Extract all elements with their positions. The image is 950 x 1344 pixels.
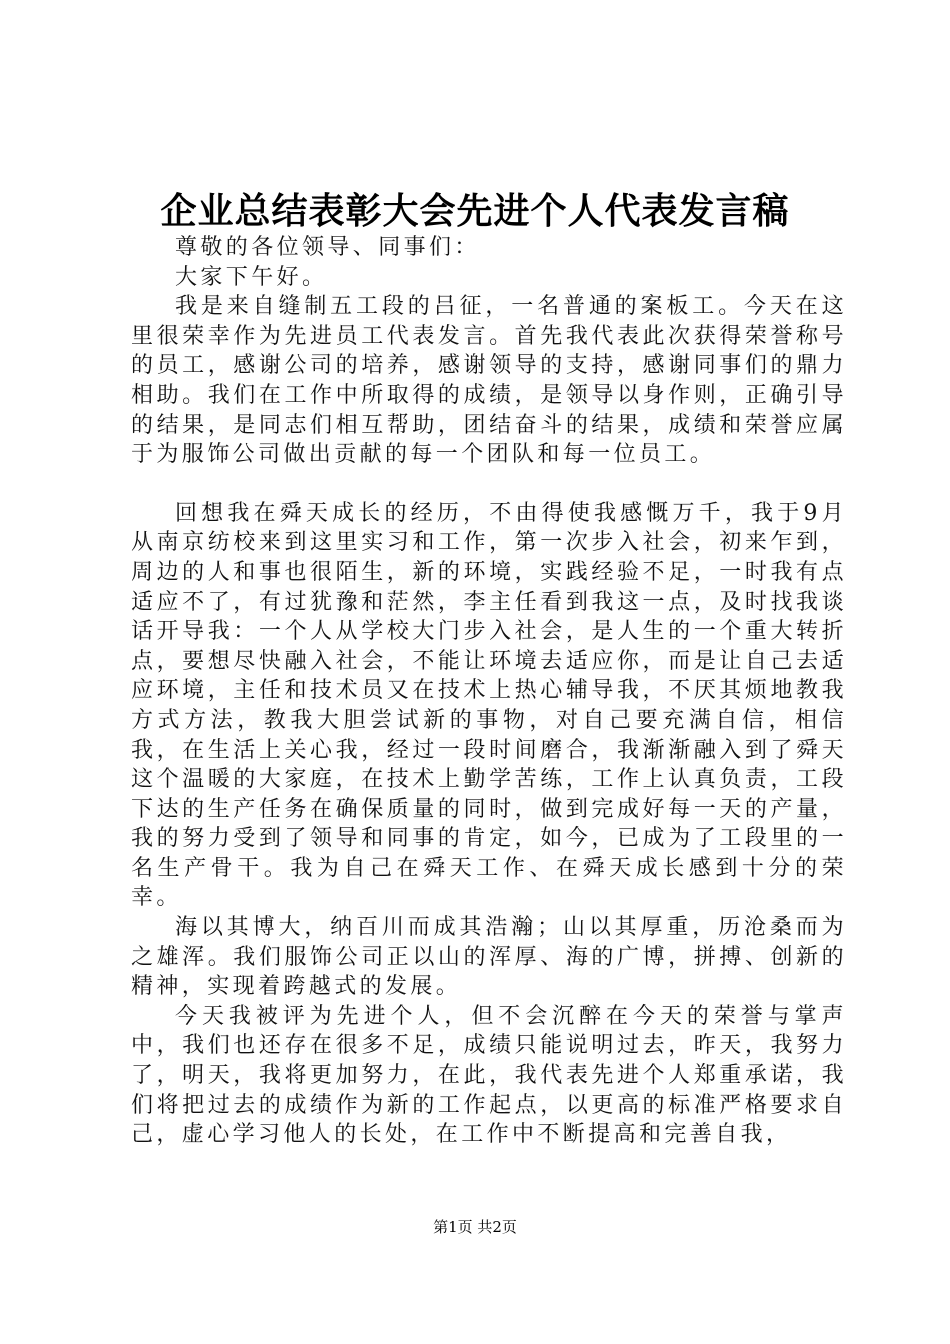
paragraph-spacer — [131, 470, 847, 499]
paragraph-3: 海以其博大，纳百川而成其浩瀚；山以其厚重，历沧桑而为之雄浑。我们服饰公司正以山的浑厚、海的广博，拼搏、创新的精神，实现着跨越式的发展。 — [131, 915, 847, 1000]
paragraph-4: 今天我被评为先进个人，但不会沉醉在今天的荣誉与掌声中，我们也还存在很多不足，成绩只能说明过去，昨天，我努力了，明天，我将更加努力，在此，我代表先进个人郑重承诺，我们将把过去的成绩作为新的工作起点，以更高的标准严格要求自己，虚心学习他人的长处，在工作中不断提高和完善自我， — [131, 1003, 847, 1148]
salutation-line: 大家下午好。 — [175, 264, 328, 290]
document-body — [131, 233, 847, 1150]
greeting-line: 尊敬的各位领导、同事们： — [175, 235, 480, 260]
paragraph-2: 回想我在舜天成长的经历，不由得使我感慨万千，我于9月从南京纺校来到这里实习和工作，第一次步入社会，初来乍到，周边的人和事也很陌生，新的环境，实践经验不足，一时我有点适应不了，有过犹豫和茫然，李主任看到我这一点，及时找我谈话开导我：一个人从学校大门步入社会，是人生的一个重大转折点，要想尽快融入社会，不能让环境去适应你，而是让自己去适应环境，主任和技术员又在技术上热心辅导我，不厌其烦地教我方式方法，教我大胆尝试新的事物，对自己要充满自信，相信我，在生活上关心我，经过一段时间磨合，我渐渐融入到了舜天这个温暖的大家庭，在技术上勤学苦练，工作上认真负责，工段下达的生产任务在确保质量的同时，做到完成好每一天的产量，我的努力受到了领导和同事的肯定，如今，已成为了工段里的一名生产骨干。我为自己在舜天工作、在舜天成长感到十分的荣幸。 — [131, 500, 847, 911]
document-title: 企业总结表彰大会先进个人代表发言稿 — [160, 190, 790, 232]
paragraph-1: 我是来自缝制五工段的吕征，一名普通的案板工。今天在这里很荣幸作为先进员工代表发言。首先我代表此次获得荣誉称号的员工，感谢公司的培养，感谢领导的支持，感谢同事们的鼎力相助。我们在工作中所取得的成绩，是领导以身作则，正确引导的结果，是同志们相互帮助，团结奋斗的结果，成绩和荣誉应属于为服饰公司做出贡献的每一个团队和每一位员工。 — [131, 294, 847, 468]
page-number-footer: 第1页 共2页 — [433, 1218, 517, 1236]
